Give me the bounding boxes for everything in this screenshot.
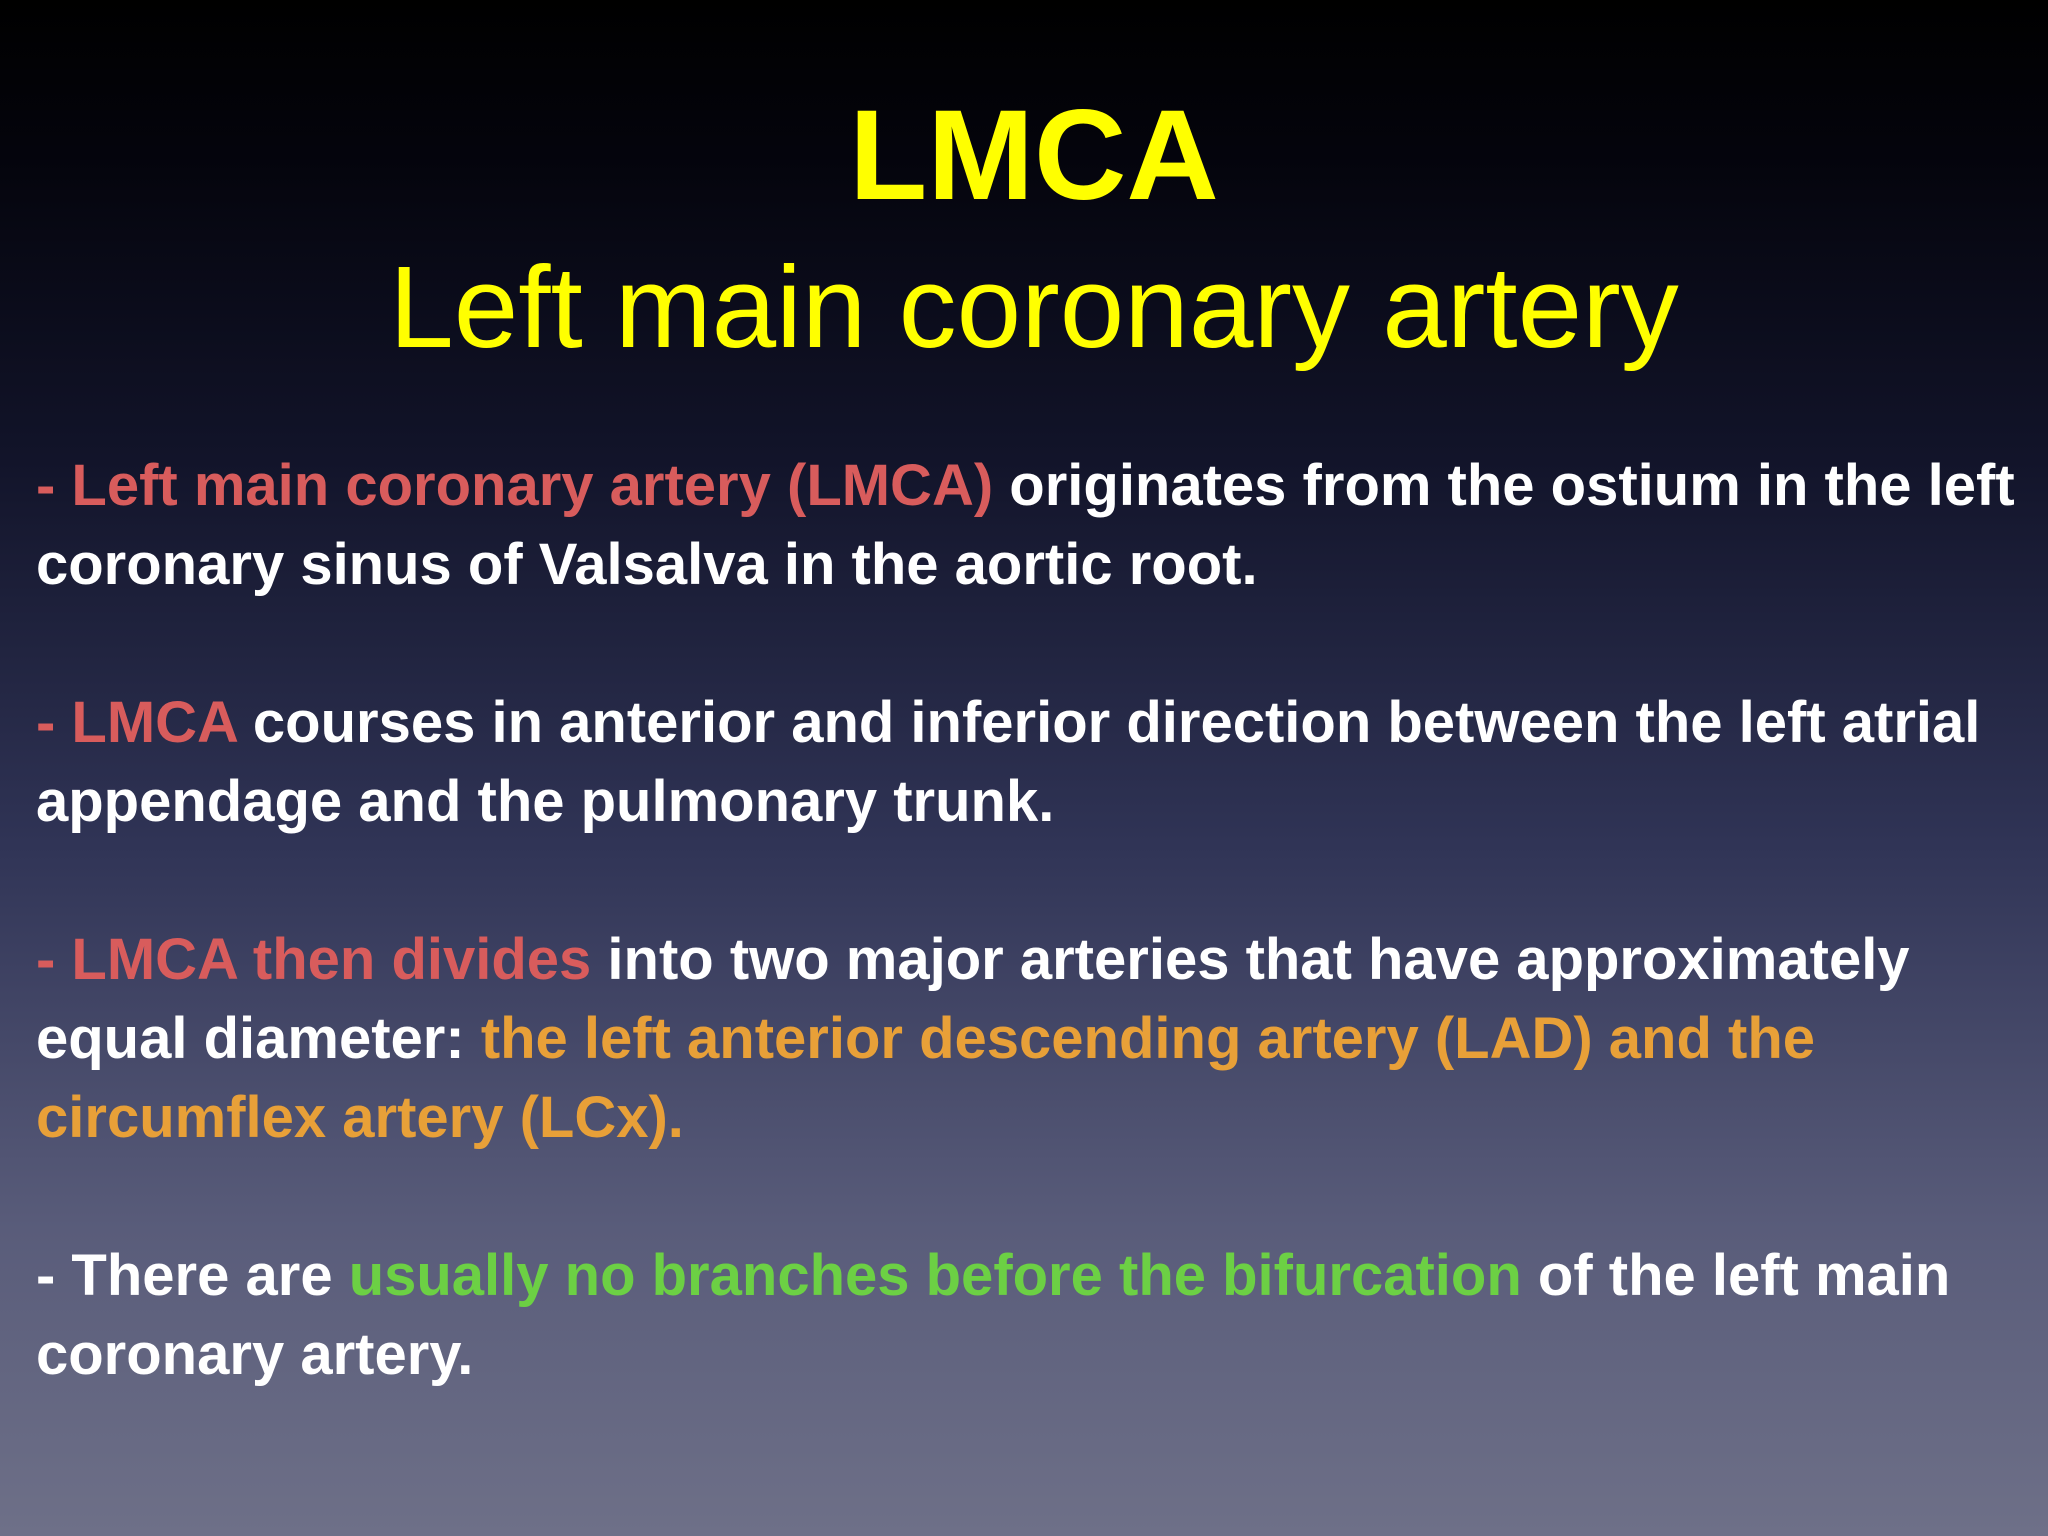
bullet-branches-tail: of the left main coronary artery.: [36, 1243, 1951, 1387]
bullet-list: [36, 446, 2016, 1394]
bullet-division-highlight: - LMCA then divides: [36, 927, 592, 992]
bullet-course: [36, 683, 2016, 841]
title-subtitle: Left main coronary artery: [389, 242, 1679, 372]
bullet-division-text: into two major arteries that have approximately equal diameter:: [36, 927, 1910, 1071]
bullet-origin-text: originates from the ostium in the left coronary sinus of Valsalva in the aortic root.: [36, 453, 2015, 597]
slide-title: [0, 80, 2048, 382]
bullet-course-text: courses in anterior and inferior direction between the left atrial appendage and the pulmonary trunk.: [36, 690, 1981, 834]
title-main: LMCA: [849, 84, 1219, 227]
bullet-branches-highlight: usually no branches before the bifurcation: [348, 1243, 1522, 1308]
bullet-branches: [36, 1236, 2016, 1394]
bullet-branches-lead: - There are: [36, 1243, 349, 1308]
bullet-course-highlight: - LMCA: [36, 690, 237, 755]
bullet-origin-highlight: - Left main coronary artery (LMCA): [36, 453, 994, 518]
bullet-division-arteries: the left anterior descending artery (LAD) and the circumflex artery (LCx).: [36, 1006, 1816, 1150]
bullet-division: [36, 920, 2016, 1157]
bullet-origin: [36, 446, 2016, 604]
